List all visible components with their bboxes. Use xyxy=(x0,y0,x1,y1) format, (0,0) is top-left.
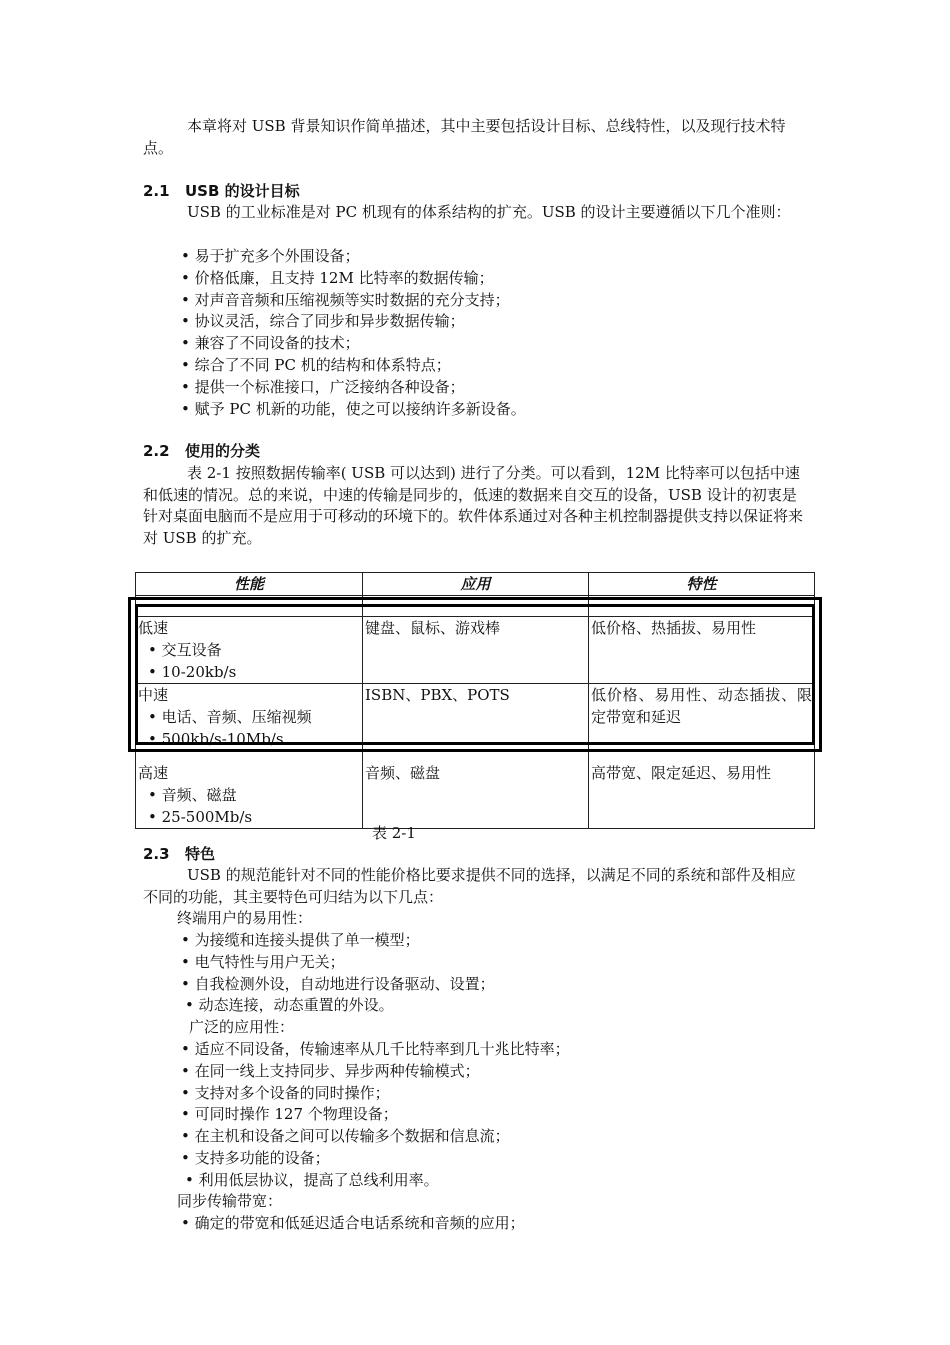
list-item: • 综合了不同 PC 机的结构和体系特点； xyxy=(181,355,451,374)
table-cell: 高带宽、限定延迟、易用性 xyxy=(588,752,814,829)
list-item: • 电气特性与用户无关； xyxy=(181,952,345,971)
table-cell: 低价格、热插拔、易用性 xyxy=(588,617,814,684)
list-item: • 动态连接，动态重置的外设。 xyxy=(185,996,394,1015)
list-item: • 支持多功能的设备； xyxy=(181,1148,330,1167)
section-title: 特色 xyxy=(185,845,216,863)
section-number: 2.2 xyxy=(143,442,170,460)
list-item: • 在同一线上支持同步、异步两种传输模式； xyxy=(181,1061,480,1080)
speed-label: 中速 xyxy=(138,686,169,704)
speed-label: 高速 xyxy=(138,764,169,782)
cell-bullet: • 500kb/s-10Mb/s xyxy=(148,730,284,748)
table-row xyxy=(136,752,815,829)
table-row xyxy=(136,684,815,752)
bandwidth-list xyxy=(181,1213,525,1235)
usability-list xyxy=(181,930,495,1017)
section-title: USB 的设计目标 xyxy=(185,182,300,200)
group-title: 终端用户的易用性： xyxy=(177,909,313,927)
list-item: • 自我检测外设，自动地进行设备驱动、设置； xyxy=(181,974,495,993)
table-row xyxy=(136,617,815,684)
list-item: • 支持对多个设备的同时操作； xyxy=(181,1083,390,1102)
table-spacer-row xyxy=(136,596,815,617)
section-2-3-heading xyxy=(143,844,215,865)
list-item: • 对声音音频和压缩视频等实时数据的充分支持； xyxy=(181,290,510,309)
table-cell xyxy=(136,684,363,752)
section-2-2-heading xyxy=(143,441,260,462)
column-header: 特性 xyxy=(588,573,814,596)
table-cell: 音频、磁盘 xyxy=(363,752,589,829)
list-item: • 价格低廉，且支持 12M 比特率的数据传输； xyxy=(181,268,494,287)
list-item: • 适应不同设备，传输速率从几千比特率到几十兆比特率； xyxy=(181,1040,570,1058)
cell-bullet: • 电话、音频、压缩视频 xyxy=(148,708,312,726)
cell-bullet: • 音频、磁盘 xyxy=(148,786,237,804)
column-header: 性能 xyxy=(136,573,363,596)
list-item: • 在主机和设备之间可以传输多个数据和信息流； xyxy=(181,1127,510,1146)
applicability-list xyxy=(181,1039,570,1192)
table-cell: 键盘、鼠标、游戏棒 xyxy=(363,617,589,684)
section-2-3-paragraph: USB 的规范能针对不同的性能价格比要求提供不同的选择，以满足不同的系统和部件及相应不同的功能，其主要特色可归结为以下几点： xyxy=(143,866,796,906)
list-item: • 易于扩充多个外围设备； xyxy=(181,247,360,265)
table-cell: ISBN、PBX、POTS xyxy=(363,684,589,752)
group-title: 广泛的应用性： xyxy=(189,1018,295,1036)
table-cell xyxy=(136,752,363,829)
cell-bullet: • 10-20kb/s xyxy=(148,663,237,681)
usb-classification-table xyxy=(135,572,815,829)
section-2-1-heading xyxy=(143,181,300,202)
list-item: • 为接缆和连接头提供了单一模型； xyxy=(181,931,420,949)
cell-bullet: • 25-500Mb/s xyxy=(148,808,253,826)
section-2-1-paragraph: USB 的工业标准是对 PC 机现有的体系结构的扩充。USB 的设计主要遵循以下几个准则： xyxy=(187,203,791,221)
list-item: • 利用低层协议，提高了总线利用率。 xyxy=(185,1170,439,1189)
table-caption: 表 2-1 xyxy=(372,824,416,842)
list-item: • 兼容了不同设备的技术； xyxy=(181,334,360,353)
list-item: • 提供一个标准接口，广泛接纳各种设备； xyxy=(181,377,465,396)
table-cell: 低价格、易用性、动态插拔、限定带宽和延迟 xyxy=(588,684,814,752)
section-number: 2.1 xyxy=(143,182,170,200)
section-2-2-paragraph: 表 2-1 按照数据传输率( USB 可以达到) 进行了分类。可以看到，12M 比特率可以包括中速和低速的情况。总的来说，中速的传输是同步的，低速的数据来自交互的设备，USB 设计的初衷是针对桌面电脑而不是应用于可移动的环境下的。软件体系通过对各种主机控制器提供支持以保证将来对 USB 的扩充。 xyxy=(143,464,804,547)
intro-paragraph: 本章将对 USB 背景知识作简单描述，其中主要包括设计目标、总线特性，以及现行技术特点。 xyxy=(143,117,786,157)
list-item: • 协议灵活，综合了同步和异步数据传输； xyxy=(181,312,465,331)
speed-label: 低速 xyxy=(138,619,169,637)
table-header-row xyxy=(136,573,815,596)
list-item: • 赋予 PC 机新的功能，使之可以接纳许多新设备。 xyxy=(181,399,526,418)
column-header: 应用 xyxy=(363,573,589,596)
cell-bullet: • 交互设备 xyxy=(148,641,222,659)
section-number: 2.3 xyxy=(143,845,170,863)
group-title: 同步传输带宽： xyxy=(177,1192,283,1210)
table-cell xyxy=(136,617,363,684)
list-item: • 确定的带宽和低延迟适合电话系统和音频的应用； xyxy=(181,1214,525,1232)
list-item: • 可同时操作 127 个物理设备； xyxy=(181,1105,398,1124)
design-goals-list xyxy=(181,246,526,420)
section-title: 使用的分类 xyxy=(185,442,261,460)
